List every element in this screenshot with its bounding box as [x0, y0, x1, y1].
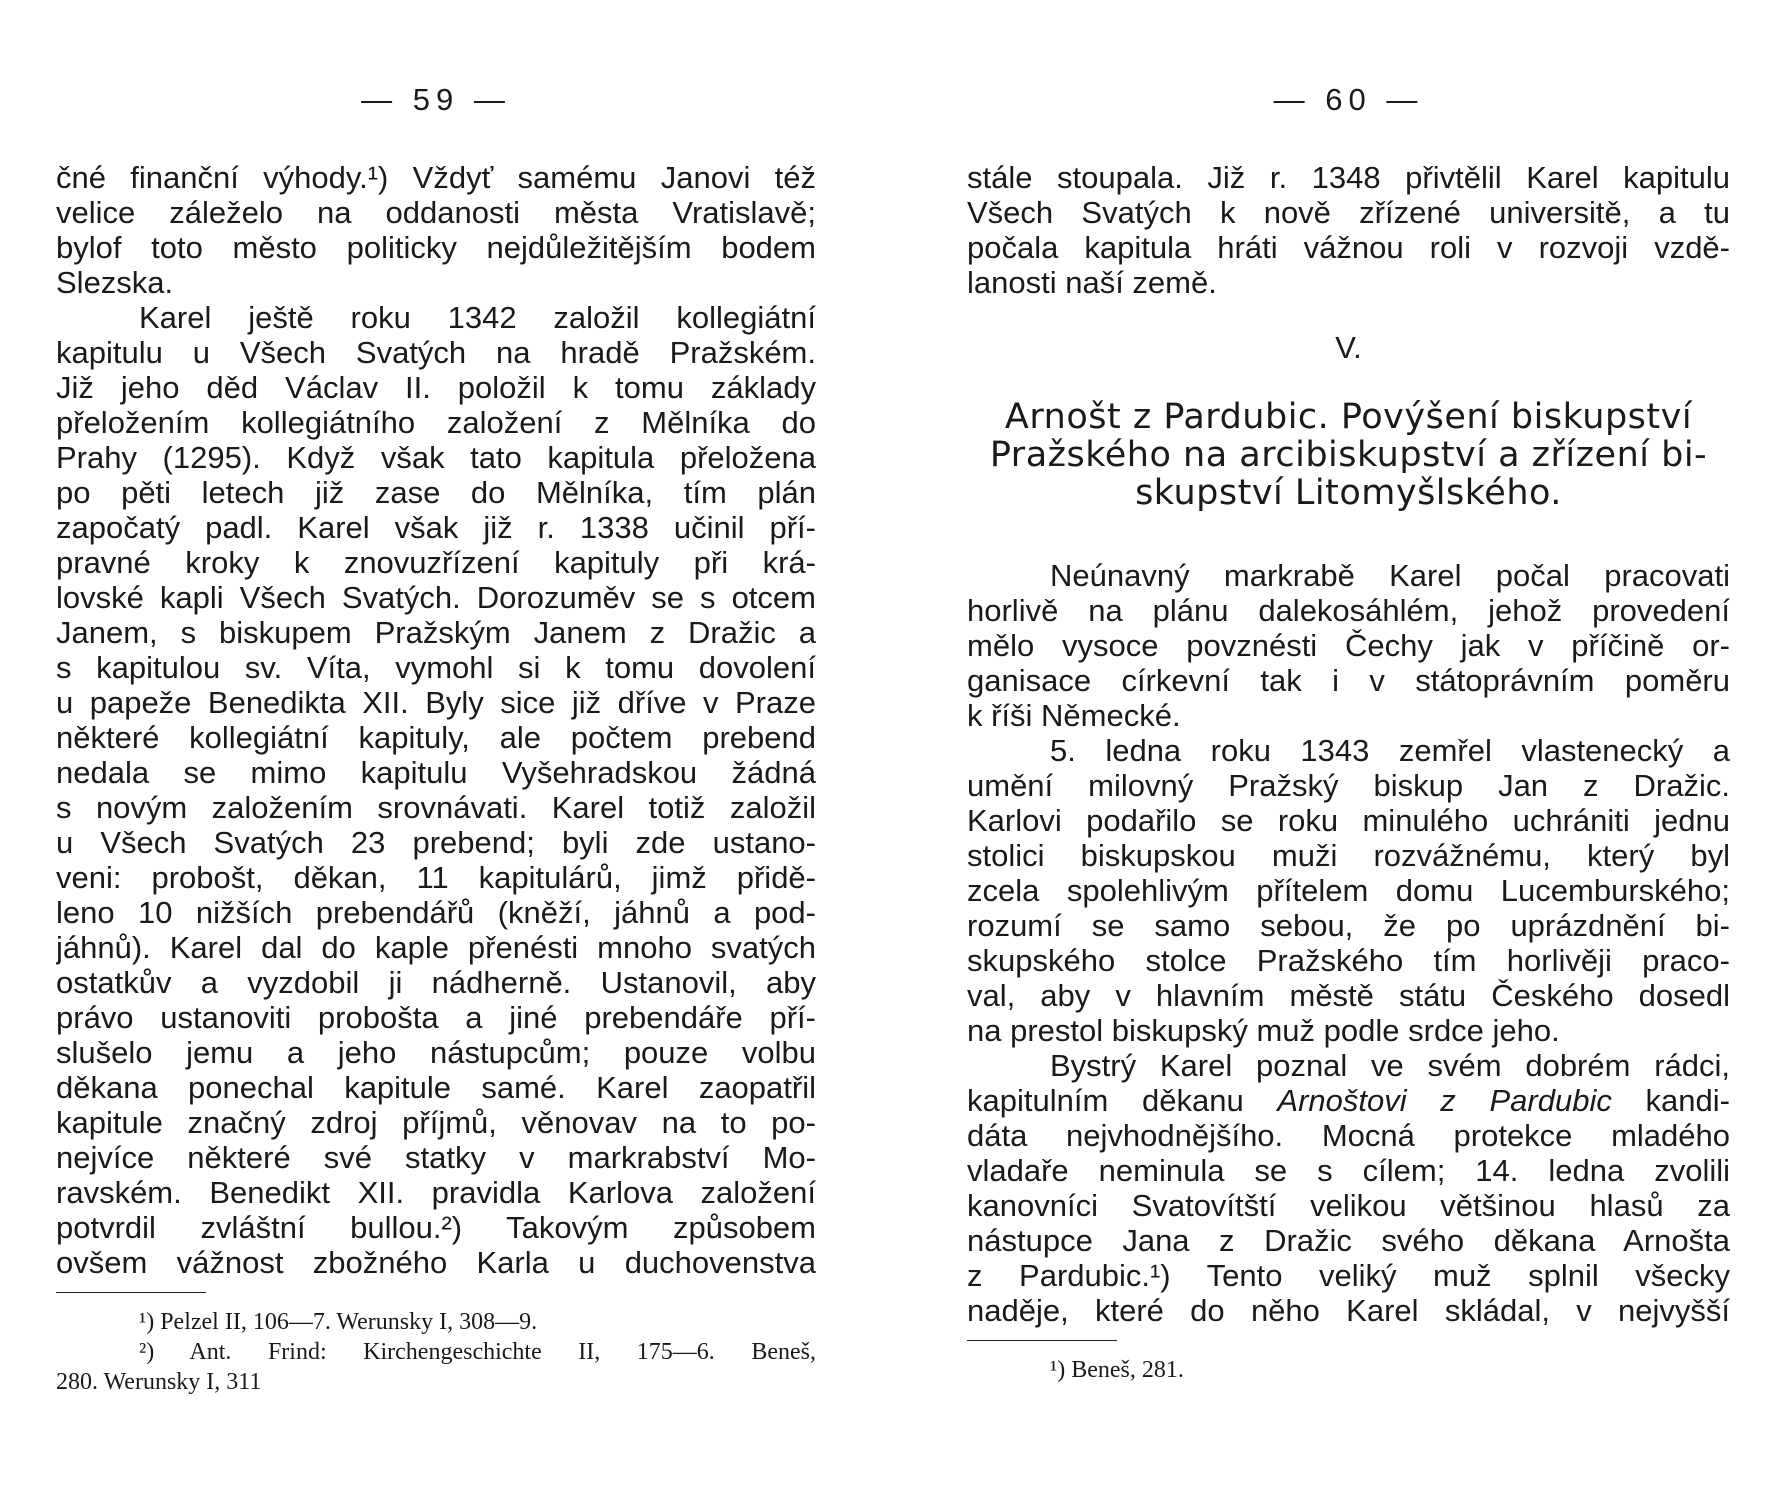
text-line: kapitulu u Všech Svatých na hradě Pražském.: [56, 335, 816, 370]
text-line: skupského stolce Pražského tím horlivěji praco-: [967, 943, 1730, 978]
text-line: dáta nejvhodnějšího. Mocná protekce mladého: [967, 1118, 1730, 1153]
text-line: kapitule značný zdroj příjmů, věnovav na to po-: [56, 1105, 816, 1140]
text-line: horlivě na plánu dalekosáhlém, jehož provedení: [967, 593, 1730, 628]
text-line: ravském. Benedikt XII. pravidla Karlova založení: [56, 1175, 816, 1210]
text-line: Bystrý Karel poznal ve svém dobrém rádci,: [1050, 1048, 1730, 1083]
text-line: lanosti naší země.: [967, 265, 1217, 300]
text-line: nedala se mimo kapitulu Vyšehradskou žádná: [56, 755, 816, 790]
page-number: — 60 —: [1273, 82, 1424, 117]
text-line: s novým založením srovnávati. Karel totiž založil: [56, 790, 816, 825]
footnote: ¹) Pelzel II, 106—7. Werunsky I, 308—9.: [139, 1309, 538, 1335]
text-line: nejvíce některé své statky v markrabství Mo-: [56, 1140, 816, 1175]
text-line: pravné kroky k znovuzřízení kapituly při krá-: [56, 545, 816, 580]
text-line: Karlovi podařilo se roku minulého uchrániti jednu: [967, 803, 1730, 838]
text-line: započatý padl. Karel však již r. 1338 učinil pří-: [56, 510, 816, 545]
text-line: některé kollegiátní kapituly, ale počtem prebend: [56, 720, 816, 755]
page-number: — 59 —: [361, 82, 511, 117]
text-line: ganisace církevní tak i v státoprávním poměru: [967, 663, 1730, 698]
text-segment: kandi-: [1611, 1083, 1730, 1118]
italic-name: Arnoštovi z Pardubic: [1277, 1083, 1612, 1118]
text-line: Karel ještě roku 1342 založil kollegiátní: [139, 300, 816, 335]
footnote: ¹) Beneš, 281.: [1050, 1357, 1184, 1383]
text-line: na prestol biskupský muž podle srdce jeho.: [967, 1013, 1560, 1048]
text-line: kanovníci Svatovítští velikou většinou hlasů za: [967, 1188, 1730, 1223]
heading-line: Pražského na arcibiskupství a zřízení bi-: [989, 435, 1708, 475]
footnote-rule: [56, 1292, 206, 1293]
text-line: veni: probošt, děkan, 11 kapitulárů, jimž přidě-: [56, 860, 816, 895]
footnote: ²) Ant. Frind: Kirchengeschichte II, 175—6. Beneš,: [139, 1339, 816, 1365]
text-line: val, aby v hlavním městě státu Českého dosedl: [967, 978, 1730, 1013]
text-line: ostatkův a vyzdobil ji nádherně. Ustanovil, aby: [56, 965, 816, 1000]
heading-line: Arnošt z Pardubic. Povýšení biskupství: [1004, 397, 1693, 437]
text-line: po pěti letech již zase do Mělníka, tím plán: [56, 475, 816, 510]
text-line: právo ustanoviti probošta a jiné prebendáře pří-: [56, 1000, 816, 1035]
footnote: 280. Werunsky I, 311: [56, 1369, 262, 1395]
text-line: 5. ledna roku 1343 zemřel vlastenecký a: [1050, 733, 1730, 768]
text-line: zcela spolehlivým přítelem domu Lucemburského;: [967, 873, 1730, 908]
text-line: k říši Německé.: [967, 698, 1181, 733]
text-line: Všech Svatých k nově zřízené universitě, a tu: [967, 195, 1730, 230]
text-line: Slezska.: [56, 265, 174, 300]
right-body: [967, 160, 1730, 1385]
section-number: V.: [1335, 330, 1362, 365]
text-line: ovšem vážnost zbožného Karla u duchovenstva: [56, 1245, 816, 1280]
text-line: Již jeho děd Václav II. položil k tomu základy: [56, 370, 816, 405]
text-line: Neúnavný markrabě Karel počal pracovati: [1050, 558, 1730, 593]
left-body: [56, 160, 816, 1397]
text-line: vladaře neminula se s cílem; 14. ledna zvolili: [967, 1153, 1730, 1188]
text-line: stále stoupala. Již r. 1348 přivtělil Karel kapitulu: [967, 160, 1730, 195]
text-line: naděje, které do něho Karel skládal, v nejvyšší: [967, 1293, 1730, 1328]
text-line: nástupce Jana z Dražic svého děkana Arnošta: [967, 1223, 1730, 1258]
text-line: potvrdil zvláštní bullou.²) Takovým způsobem: [56, 1210, 816, 1245]
heading-line: skupství Litomyšlského.: [1135, 473, 1562, 513]
text-line: Prahy (1295). Když však tato kapitula přeložena: [56, 440, 816, 475]
text-line: jáhnů). Karel dal do kaple přenésti mnoho svatých: [56, 930, 816, 965]
chapter-heading: [967, 398, 1730, 512]
text-line: stolici biskupskou muži rozvážnému, který byl: [967, 838, 1730, 873]
text-line: slušelo jemu a jeho nástupcům; pouze volbu: [56, 1035, 816, 1070]
text-line: čné finanční výhody.¹) Vždyť samému Janovi též: [56, 160, 816, 195]
text-line: Janem, s biskupem Pražským Janem z Dražic a: [56, 615, 816, 650]
text-line: mělo vysoce povznésti Čechy jak v příčině or-: [967, 628, 1730, 663]
text-line: u papeže Benedikta XII. Byly sice již dříve v Praze: [56, 685, 816, 720]
text-line: [967, 1083, 1730, 1118]
text-line: u Všech Svatých 23 prebend; byli zde ustano-: [56, 825, 816, 860]
text-line: velice záleželo na oddanosti města Vratislavě;: [56, 195, 816, 230]
text-segment: kapitulním děkanu: [967, 1083, 1278, 1118]
text-line: z Pardubic.¹) Tento veliký muž splnil všecky: [967, 1258, 1730, 1293]
text-line: s kapitulou sv. Víta, vymohl si k tomu dovolení: [56, 650, 816, 685]
text-line: umění milovný Pražský biskup Jan z Dražic.: [967, 768, 1730, 803]
text-line: počala kapitula hráti vážnou roli v rozvoji vzdě-: [967, 230, 1730, 265]
text-line: rozumí se samo sebou, že po uprázdnění bi-: [967, 908, 1730, 943]
text-line: lovské kapli Všech Svatých. Dorozuměv se s otcem: [56, 580, 816, 615]
text-line: bylof toto město politicky nejdůležitějším bodem: [56, 230, 816, 265]
text-line: přeložením kollegiátního založení z Mělníka do: [56, 405, 816, 440]
text-line: leno 10 nižších prebendářů (kněží, jáhnů a pod-: [56, 895, 816, 930]
text-line: děkana ponechal kapitule samé. Karel zaopatřil: [56, 1070, 816, 1105]
footnote-rule: [967, 1340, 1117, 1341]
